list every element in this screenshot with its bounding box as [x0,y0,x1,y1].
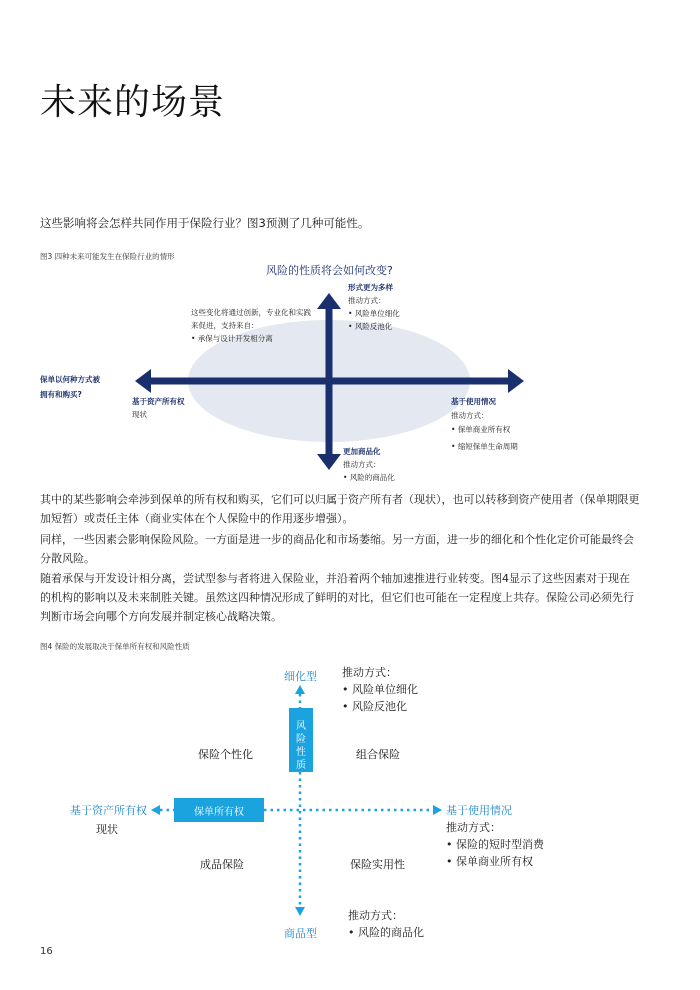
fig4-right-block [446,819,544,870]
fig3-right-arrow [508,369,524,393]
fig3-bottom-label: 更加商品化 [343,447,381,456]
paragraph: 随着承保与开发设计相分离，尝试型参与者将进入保险业，并沿着两个轴加速推进行业转变。图4显示了这些因素对于现在的机构的影响以及未来制胜关键。虽然这四种情况形成了鲜明的对比，但它们也可能在一定程度上共存。保险公司必须先行判断市场会向哪个方向发展并制定核心战略决策。 [40,572,634,623]
fig3-left-arrow [135,369,151,393]
fig4-right-drivers-label: 推动方式： [446,821,501,834]
fig4-right-driver: • 保单商业所有权 [446,853,544,870]
fig3-right-driver: • 缩短保单生命周期 [451,440,518,454]
fig3-left-question-line: 保单以何种方式被 [40,375,100,384]
fig3-right-block [451,395,518,454]
fig4-top-drivers-label: 推动方式： [342,666,397,679]
fig4-quadrant-bottom-right: 保险实用性 [350,858,405,871]
fig3-left-block [132,395,185,421]
fig4-top-block [342,664,418,715]
paragraph: 同样，一些因素会影响保险风险。一方面是进一步的商品化和市场萎缩。另一方面，进一步的细化和个性化定价可能最终会分散风险。 [40,533,634,565]
fig4-top-driver: • 风险反池化 [342,698,418,715]
fig4-left-label: 基于资产所有权 [70,804,147,817]
fig3-right-driver: • 保单商业所有权 [451,423,518,437]
fig3-bottom-block [343,445,395,484]
fig4-left-sub: 现状 [96,823,118,836]
fig3-bottom-drivers-label: 推动方式： [343,460,381,469]
fig4-bottom-drivers-label: 推动方式： [348,909,403,922]
fig4-quadrant-top-left: 保险个性化 [198,748,253,761]
fig3-right-drivers-label: 推动方式： [451,411,489,420]
fig4-right-arrow [433,805,442,815]
fig4-up-arrow [295,685,305,694]
paragraph: 其中的某些影响会牵涉到保单的所有权和购买，它们可以归属于资产所有者（现状），也可以转移到资产使用者（保单期限更加短暂）或责任主体（商业实体在个人保险中的作用逐步增强）。 [40,493,640,525]
fig4-horizontal-box-label: 保单所有权 [194,807,244,818]
fig4-bottom-driver: • 风险的商品化 [348,924,424,941]
fig3-top-block [348,281,400,333]
fig3-left-label: 基于资产所有权 [132,397,185,406]
page-title: 未来的场景 [40,82,226,123]
fig3-top-label: 形式更为多样 [348,283,393,292]
fig3-right-label: 基于使用情况 [451,397,496,406]
fig4-bottom-label: 商品型 [284,927,317,940]
fig4-down-arrow [295,907,305,916]
fig3-bottom-driver: • 风险的商品化 [343,471,395,484]
fig3-up-arrow [317,293,341,309]
fig3-left-sub: 现状 [132,410,147,419]
fig4-bottom-block [348,907,424,941]
fig4-top-label: 细化型 [284,670,317,683]
fig3-left-question [40,372,100,402]
fig3-caption: 图3 四种未来可能发生在保险行业的情形 [40,252,175,261]
fig4-quadrant-top-right: 组合保险 [356,748,400,761]
fig3-down-arrow [317,454,341,470]
fig3-center-note [191,306,311,345]
fig3-top-driver: • 风险反池化 [348,320,400,333]
page-number: 16 [40,946,53,957]
fig3-center-note-line: 来促进，支持来自： [191,321,259,330]
fig3-top-driver: • 风险单位细化 [348,307,400,320]
fig3-left-question-line: 拥有和购买? [40,390,82,399]
fig4-top-driver: • 风险单位细化 [342,681,418,698]
fig4-vertical-box-label: 风险性质 [296,721,306,771]
fig4-caption: 图4 保险的发展取决于保单所有权和风险性质 [40,642,190,651]
fig4-right-driver: • 保险的短时型消费 [446,836,544,853]
fig4-left-arrow [151,805,160,815]
fig3-heading: 风险的性质将会如何改变? [266,264,393,277]
fig3-top-drivers-label: 推动方式： [348,296,386,305]
intro-text: 这些影响将会怎样共同作用于保险行业？图3预测了几种可能性。 [40,216,370,230]
fig4-quadrant-bottom-left: 成品保险 [200,858,244,871]
fig3-center-note-item: • 承保与设计开发相分离 [191,332,311,345]
fig4-right-label: 基于使用情况 [446,804,512,817]
fig3-center-note-line: 这些变化将通过创新，专业化和实践 [191,308,311,317]
